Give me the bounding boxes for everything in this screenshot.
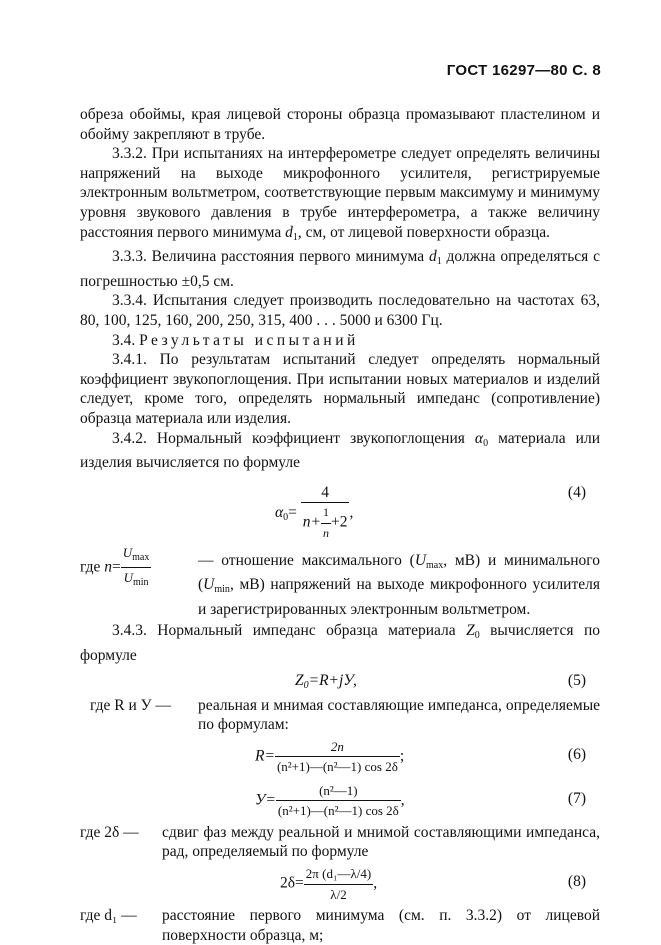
definition-r-y: где R и У — реальная и мнимая составляющие импеданса, определяемые по формулам:: [90, 696, 600, 734]
equation-4: $\alpha_0=$ 4 n+ $\frac{1}{n}$ +2 , (4): [275, 483, 586, 540]
paragraph-3-3-4: 3.3.4. Испытания следует производить последовательно на частотах 63, 80, 100, 125, 160, 200, 250, 315, 400 . . . 5000 и 6300 Гц.: [80, 292, 600, 329]
equation-7: У= $\frac{\text{(n²—1)}}{\text{(n²+1)—(n²—1) cos 2δ}}$ , (7): [255, 782, 586, 819]
equation-6: R= $\frac{2n}{\text{(n²+1)—(n²—1) cos 2δ}}$ ; (6): [255, 738, 586, 775]
equation-8-label: (8): [567, 873, 586, 891]
equation-5-label: (5): [567, 671, 586, 689]
document-body: [80, 105, 600, 945]
equation-7-label: (7): [567, 789, 586, 807]
equation-8: 2δ= $\frac{\text{2π (d₁—λ/4)}}{\lambda/2}$ , (8): [280, 866, 586, 902]
paragraph-3-4-3: 3.4.3. Нормальный импеданс образца материала $Z_0$ вычисляется по формуле: [80, 622, 600, 665]
definition-2delta: где 2δ — сдвиг фаз между реальной и мнимой составляющими импеданса, рад, определяемый по формуле: [80, 823, 600, 861]
page-header: ГОСТ 16297—80 С. 8: [446, 62, 601, 79]
definition-n: где n= $\frac{U_{max}}{U_{min}}$ — отношение максимального ($U_{max}$, мВ) и минимального ($U_{min}$, мВ) напряжений на выходе микрофонного усилителя и зарегистрированных электронным вольтметром.: [80, 544, 600, 618]
paragraph-3-3-2: 3.3.2. При испытаниях на интерферометре следует определять величины напряжений на выходе микрофонного усилителя, регистрируемые электронным вольтметром, соответствующие первым максимуму и минимуму уровня звукового давления в трубе интерферометра, а также величину расстояния первого минимума $d_1$, см, от лицевой поверхности образца.: [80, 145, 600, 243]
section-3-4-heading: 3.4. Результаты испытаний: [112, 331, 359, 349]
paragraph-3-4-2: 3.4.2. Нормальный коэффициент звукопоглощения $\alpha_0$ материала или изделия вычисляется по формуле: [80, 429, 600, 472]
paragraph-3-4-1: 3.4.1. По результатам испытаний следует определять нормальный коэффициент звукопоглощения. При испытании новых материалов и изделий следует, кроме того, определять нормальный импеданс (сопротивление) образца материала или изделия.: [80, 351, 600, 427]
equation-6-label: (6): [567, 745, 586, 763]
equation-4-label: (4): [567, 483, 586, 501]
definition-d1: где d₁ — расстояние первого минимума (см. п. 3.3.2) от лицевой поверхности образца, м;: [80, 907, 600, 944]
paragraph-3-3-3: 3.3.3. Величина расстояния первого минимума $d_1$ должна определяться с погрешностью ±0,5 см.: [80, 248, 600, 290]
paragraph-continued: обреза обоймы, края лицевой стороны образца промазывают пластелином и обойму закрепляют в трубе.: [80, 106, 600, 143]
equation-5: $Z_0=R+jУ$, (5): [295, 671, 586, 691]
